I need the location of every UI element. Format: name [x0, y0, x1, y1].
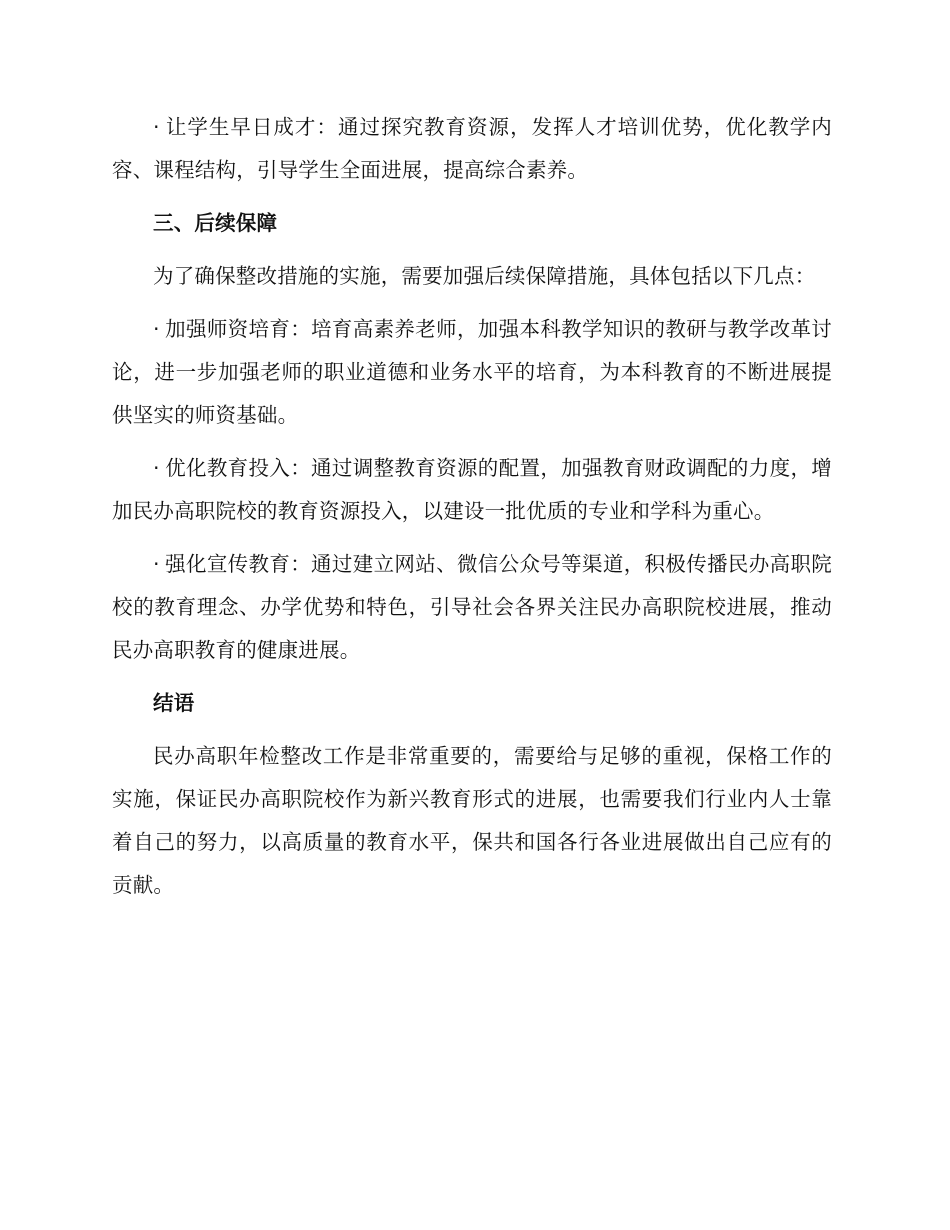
- paragraph-text: 优化教育投入：通过调整教育资源的配置，加强教育财政调配的力度，增加民办高职院校的教育资源投入，以建设一批优质的专业和学科为重心。: [112, 456, 832, 523]
- paragraph-text: 强化宣传教育：通过建立网站、微信公众号等渠道，积极传播民办高职院校的教育理念、办学优势和特色，引导社会各界关注民办高职院校进展，推动民办高职教育的健康进展。: [112, 552, 832, 662]
- bullet-dot: ·: [153, 456, 160, 480]
- bullet-dot: ·: [153, 317, 160, 341]
- paragraph-text: 让学生早日成才：通过探究教育资源，发挥人才培训优势，优化教学内容、课程结构，引导学生全面进展，提高综合素养。: [112, 115, 832, 182]
- section-heading-followup: 三、后续保障: [153, 211, 278, 235]
- bullet-paragraph-talent: [112, 106, 832, 192]
- paragraph-text: 加强师资培育：培育高素养老师，加强本科教学知识的教研与教学改革讨论，进一步加强老师的职业道德和业务水平的培育，为本科教育的不断进展提供坚实的师资基础。: [112, 317, 832, 427]
- bullet-paragraph-publicity: [112, 543, 832, 672]
- bullet-paragraph-investment: [112, 447, 832, 533]
- paragraph-conclusion: 民办高职年检整改工作是非常重要的，需要给与足够的重视，保格工作的实施，保证民办高职院校作为新兴教育形式的进展，也需要我们行业内人士靠着自己的努力，以高质量的教育水平，保共和国各行各业进展做出自己应有的贡献。: [112, 744, 832, 897]
- bullet-dot: ·: [153, 552, 160, 576]
- section-heading-conclusion: 结语: [153, 691, 195, 715]
- bullet-dot: ·: [153, 115, 160, 139]
- paragraph-intro-measures: 为了确保整改措施的实施，需要加强后续保障措施，具体包括以下几点：: [153, 264, 816, 288]
- document-body: [112, 106, 832, 917]
- bullet-paragraph-teachers: [112, 308, 832, 437]
